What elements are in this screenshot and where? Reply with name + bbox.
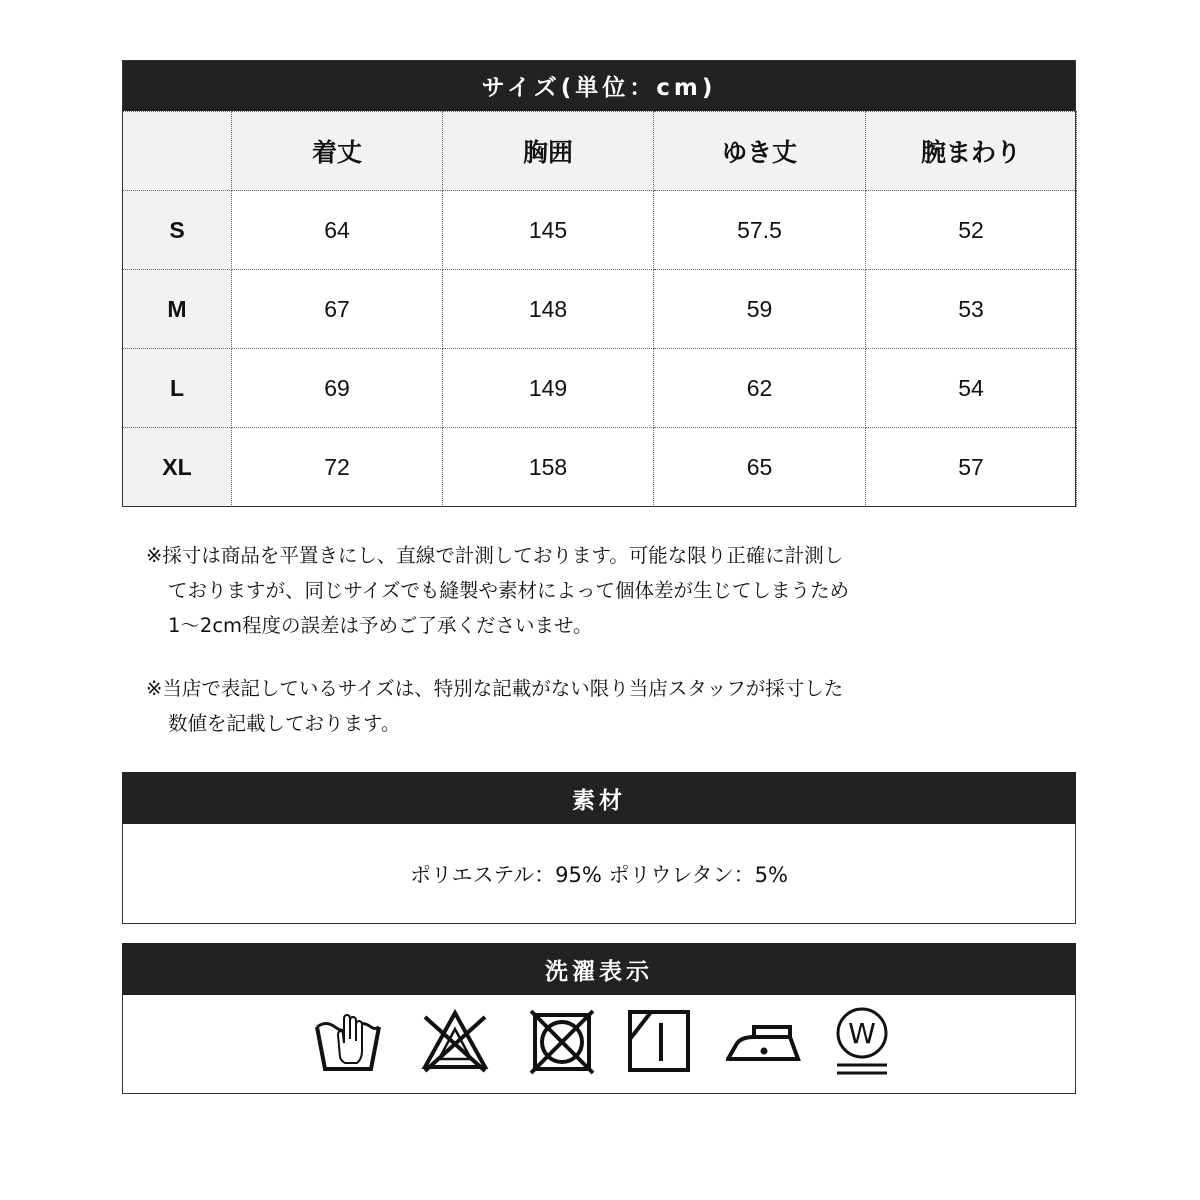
table-cell: 57 — [866, 428, 1077, 507]
table-row — [123, 270, 1077, 349]
hand-wash-icon — [313, 1007, 383, 1075]
note-line: ※当店で表記しているサイズは、特別な記載がない限り当店スタッフが採寸した — [146, 677, 844, 700]
table-cell: 148 — [443, 270, 654, 349]
material-section-header — [122, 772, 1076, 824]
table-cell: 53 — [866, 270, 1077, 349]
table-cell: 149 — [443, 349, 654, 428]
table-cell: 57.5 — [654, 191, 866, 270]
column-header: 腕まわり — [866, 112, 1077, 191]
note-line: ※採寸は商品を平置きにし、直線で計測しております。可能な限り正確に計測し — [146, 544, 844, 567]
table-cell: 59 — [654, 270, 866, 349]
note-line: 1〜2cm程度の誤差は予めご了承くださいませ。 — [168, 614, 593, 637]
wash-icons-box — [122, 995, 1076, 1094]
wet-clean-icon — [833, 1007, 891, 1077]
table-cell: 54 — [866, 349, 1077, 428]
material-box — [122, 824, 1076, 924]
size-label: M — [123, 270, 232, 349]
size-label: XL — [123, 428, 232, 507]
table-cell: 64 — [232, 191, 443, 270]
wash-section-header — [122, 943, 1076, 995]
measurement-note — [146, 538, 966, 643]
size-label: S — [123, 191, 232, 270]
size-source-note — [146, 671, 966, 741]
table-row — [123, 428, 1077, 507]
wet-clean-letter: W — [848, 1017, 876, 1050]
low-iron-icon — [726, 1007, 802, 1075]
size-section-title: サイズ(単位：cm) — [481, 75, 717, 101]
table-cell: 69 — [232, 349, 443, 428]
table-row — [123, 349, 1077, 428]
table-cell: 52 — [866, 191, 1077, 270]
column-header: 着丈 — [232, 112, 443, 191]
line-dry-shade-icon — [625, 1007, 695, 1075]
note-line: ておりますが、同じサイズでも縫製や素材によって個体差が生じてしまうため — [168, 579, 849, 602]
column-header: 胸囲 — [443, 112, 654, 191]
material-section-title: 素材 — [572, 787, 626, 814]
table-corner-cell — [123, 112, 232, 191]
wash-section-title: 洗濯表示 — [545, 958, 653, 985]
no-tumble-dry-icon — [527, 1007, 597, 1075]
column-header: ゆき丈 — [654, 112, 866, 191]
size-label: L — [123, 349, 232, 428]
no-bleach-icon — [419, 1007, 491, 1075]
note-line: 数値を記載しております。 — [168, 712, 401, 735]
size-table-header-row — [123, 112, 1077, 191]
table-row — [123, 191, 1077, 270]
material-text: ポリエステル：95% ポリウレタン：5% — [410, 862, 788, 887]
table-cell: 145 — [443, 191, 654, 270]
table-cell: 62 — [654, 349, 866, 428]
table-cell: 65 — [654, 428, 866, 507]
table-cell: 158 — [443, 428, 654, 507]
table-cell: 67 — [232, 270, 443, 349]
size-section-header — [122, 60, 1076, 111]
size-table — [122, 111, 1077, 507]
table-cell: 72 — [232, 428, 443, 507]
